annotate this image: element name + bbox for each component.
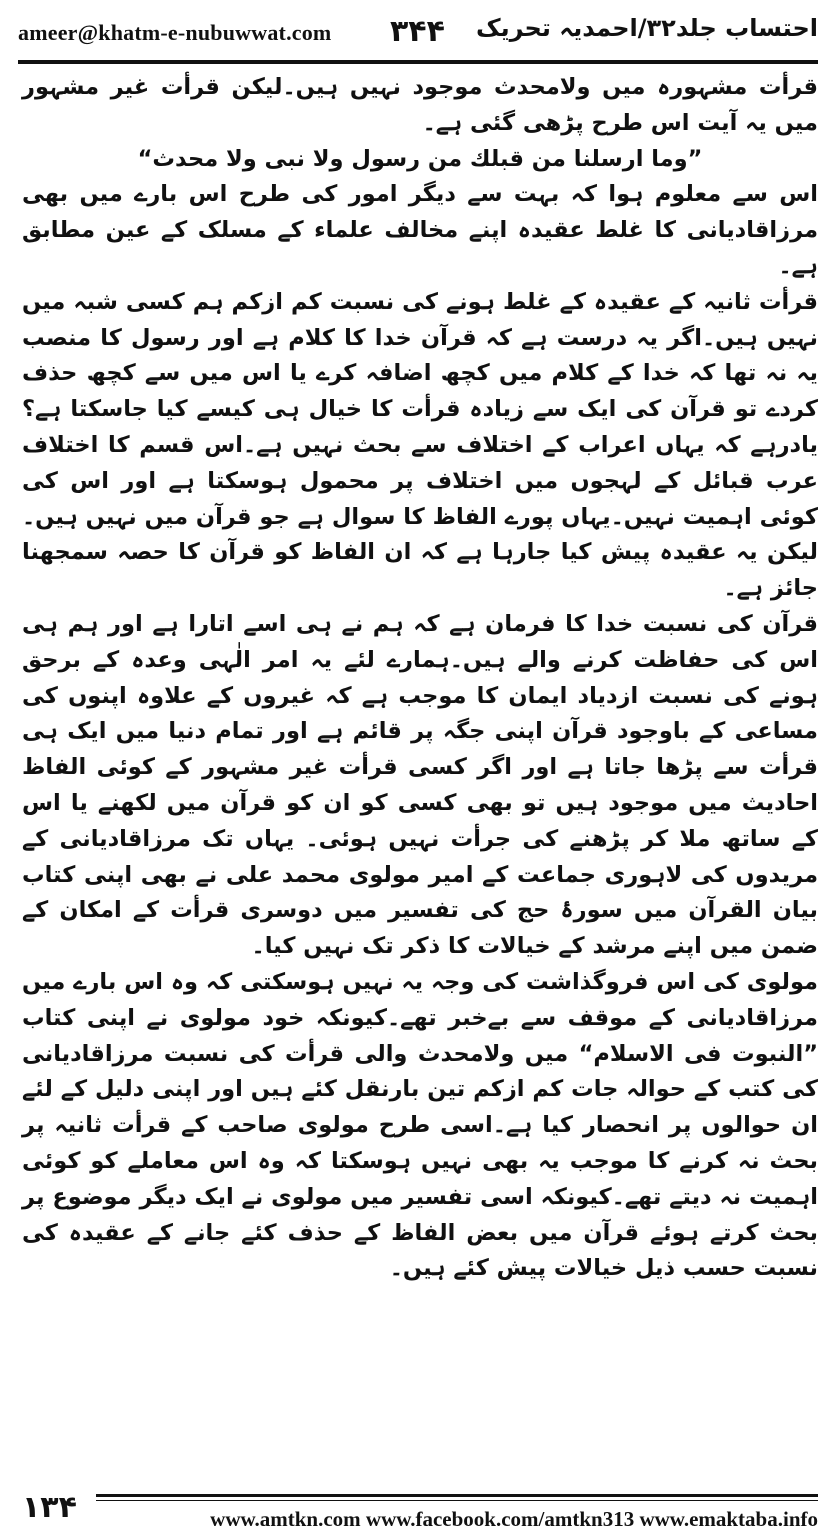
- footer-divider: [96, 1494, 818, 1497]
- footer-page-number: ۱۳۴: [22, 1490, 77, 1525]
- header-title: احتساب جلد۳۲/احمدیہ تحریک: [476, 14, 818, 42]
- header-divider: [18, 60, 818, 64]
- paragraph-3: قرأت ثانیہ کے عقیدہ کے غلط ہونے کی نسبت کم ازکم ہم کسی شبہ میں نہیں ہیں۔اگر یہ درست ہے کہ قرآن خدا کا کلام ہے اور رسول کا منصب یہ نہ تھا کہ خدا کے کلام میں کچھ اضافہ کرے یا اس میں سے کچھ حذف کردے تو قرآن کی ایک سے زیادہ قرأت کا خیال ہی کیسے کیا جاسکتا ہے؟ یادرہے کہ یہاں اعراب کے اختلاف سے بحث نہیں ہے۔اس قسم کا اختلاف عرب قبائل کے لہجوں میں اختلاف پر محمول ہوسکتا ہے اور اس کی کوئی اہمیت نہیں۔یہاں پورے الفاظ کا سوال ہے جو قرآن میں نہیں ہیں۔لیکن یہ عقیدہ پیش کیا جارہا ہے کہ ان الفاظ کو قرآن کا حصہ سمجھنا جائز ہے۔: [22, 288, 818, 602]
- paragraph-5: مولوی کی اس فروگذاشت کی وجہ یہ نہیں ہوسکتی کہ وہ اس بارے میں مرزاقادیانی کے موقف سے بےخبر تھے۔کیونکہ خود مولوی نے اپنی کتاب ”النبوت فی الاسلام“ میں ولامحدث والی قرأت کی نسبت مرزاقادیانی کی کتب کے حوالہ جات کم ازکم تین بارنقل کئے ہیں اور اپنی دلیل کے لئے ان حوالوں پر انحصار کیا ہے۔اسی طرح مولوی صاحب کے قرأت ثانیہ پر بحث نہ کرنے کا موجب یہ بھی نہیں ہوسکتا کہ وہ اس معاملے کو کوئی اہمیت نہ دیتے تھے۔کیونکہ اسی تفسیر میں مولوی نے ایک دیگر موضوع پر بحث کرتے ہوئے قرآن میں بعض الفاظ کے حذف کئے جانے کے عقیدہ کی نسبت حسب ذیل خیالات پیش کئے ہیں۔: [22, 968, 818, 1282]
- header-page-number: ۳۴۴: [390, 14, 445, 49]
- paragraph-2: اس سے معلوم ہوا کہ بہت سے دیگر امور کی طرح اس بارے میں بھی مرزاقادیانی کا غلط عقیدہ اپنے مخالف علماء کے مسلک کے عین مطابق ہے۔: [22, 181, 818, 279]
- paragraph-4: قرآن کی نسبت خدا کا فرمان ہے کہ ہم نے ہی اسے اتارا ہے اور ہم ہی اس کی حفاظت کرنے والے ہیں۔ہمارے لئے یہ امر الٰہی وعدہ کے برحق ہونے کی نسبت ازدیاد ایمان کا موجب ہے کہ غیروں کے علاوہ اپنوں کی مساعی کے باوجود قرآن اپنی جگہ پر قائم ہے اور تمام دنیا میں ایک ہی قرأت سے پڑھا جاتا ہے اور اگر کسی قرأت غیر مشہور کے کوئی الفاظ احادیث میں موجود ہیں تو بھی کسی کو ان کو قرآن میں لکھنے یا اس کے ساتھ ملا کر پڑھنے کی جرأت نہیں ہوئی۔ یہاں تک مرزاقادیانی کے مریدوں کی لاہوری جماعت کے امیر مولوی محمد علی نے بھی اپنی کتاب بیان القرآن میں سورۂ حج کی تفسیر میں دوسری قرأت کے امکان کے ضمن میں اپنے مرشد کے خیالات کا ذکر تک نہیں کیا۔: [22, 610, 818, 960]
- page-header: [18, 10, 818, 58]
- quoted-verse: ”وما ارسلنا من قبلك من رسول ولا نبی ولا محدث“: [137, 145, 703, 172]
- page-body: [22, 70, 818, 1287]
- footer-divider-thin: [96, 1500, 818, 1501]
- footer-links: www.amtkn.com www.facebook.com/amtkn313 www.emaktaba.info: [210, 1507, 818, 1531]
- paragraph-1: قرأت مشہورہ میں ولامحدث موجود نہیں ہیں۔لیکن قرأت غیر مشہور میں یہ آیت اس طرح پڑھی گئی ہے۔: [22, 74, 818, 136]
- header-email: ameer@khatm-e-nubuwwat.com: [18, 20, 332, 45]
